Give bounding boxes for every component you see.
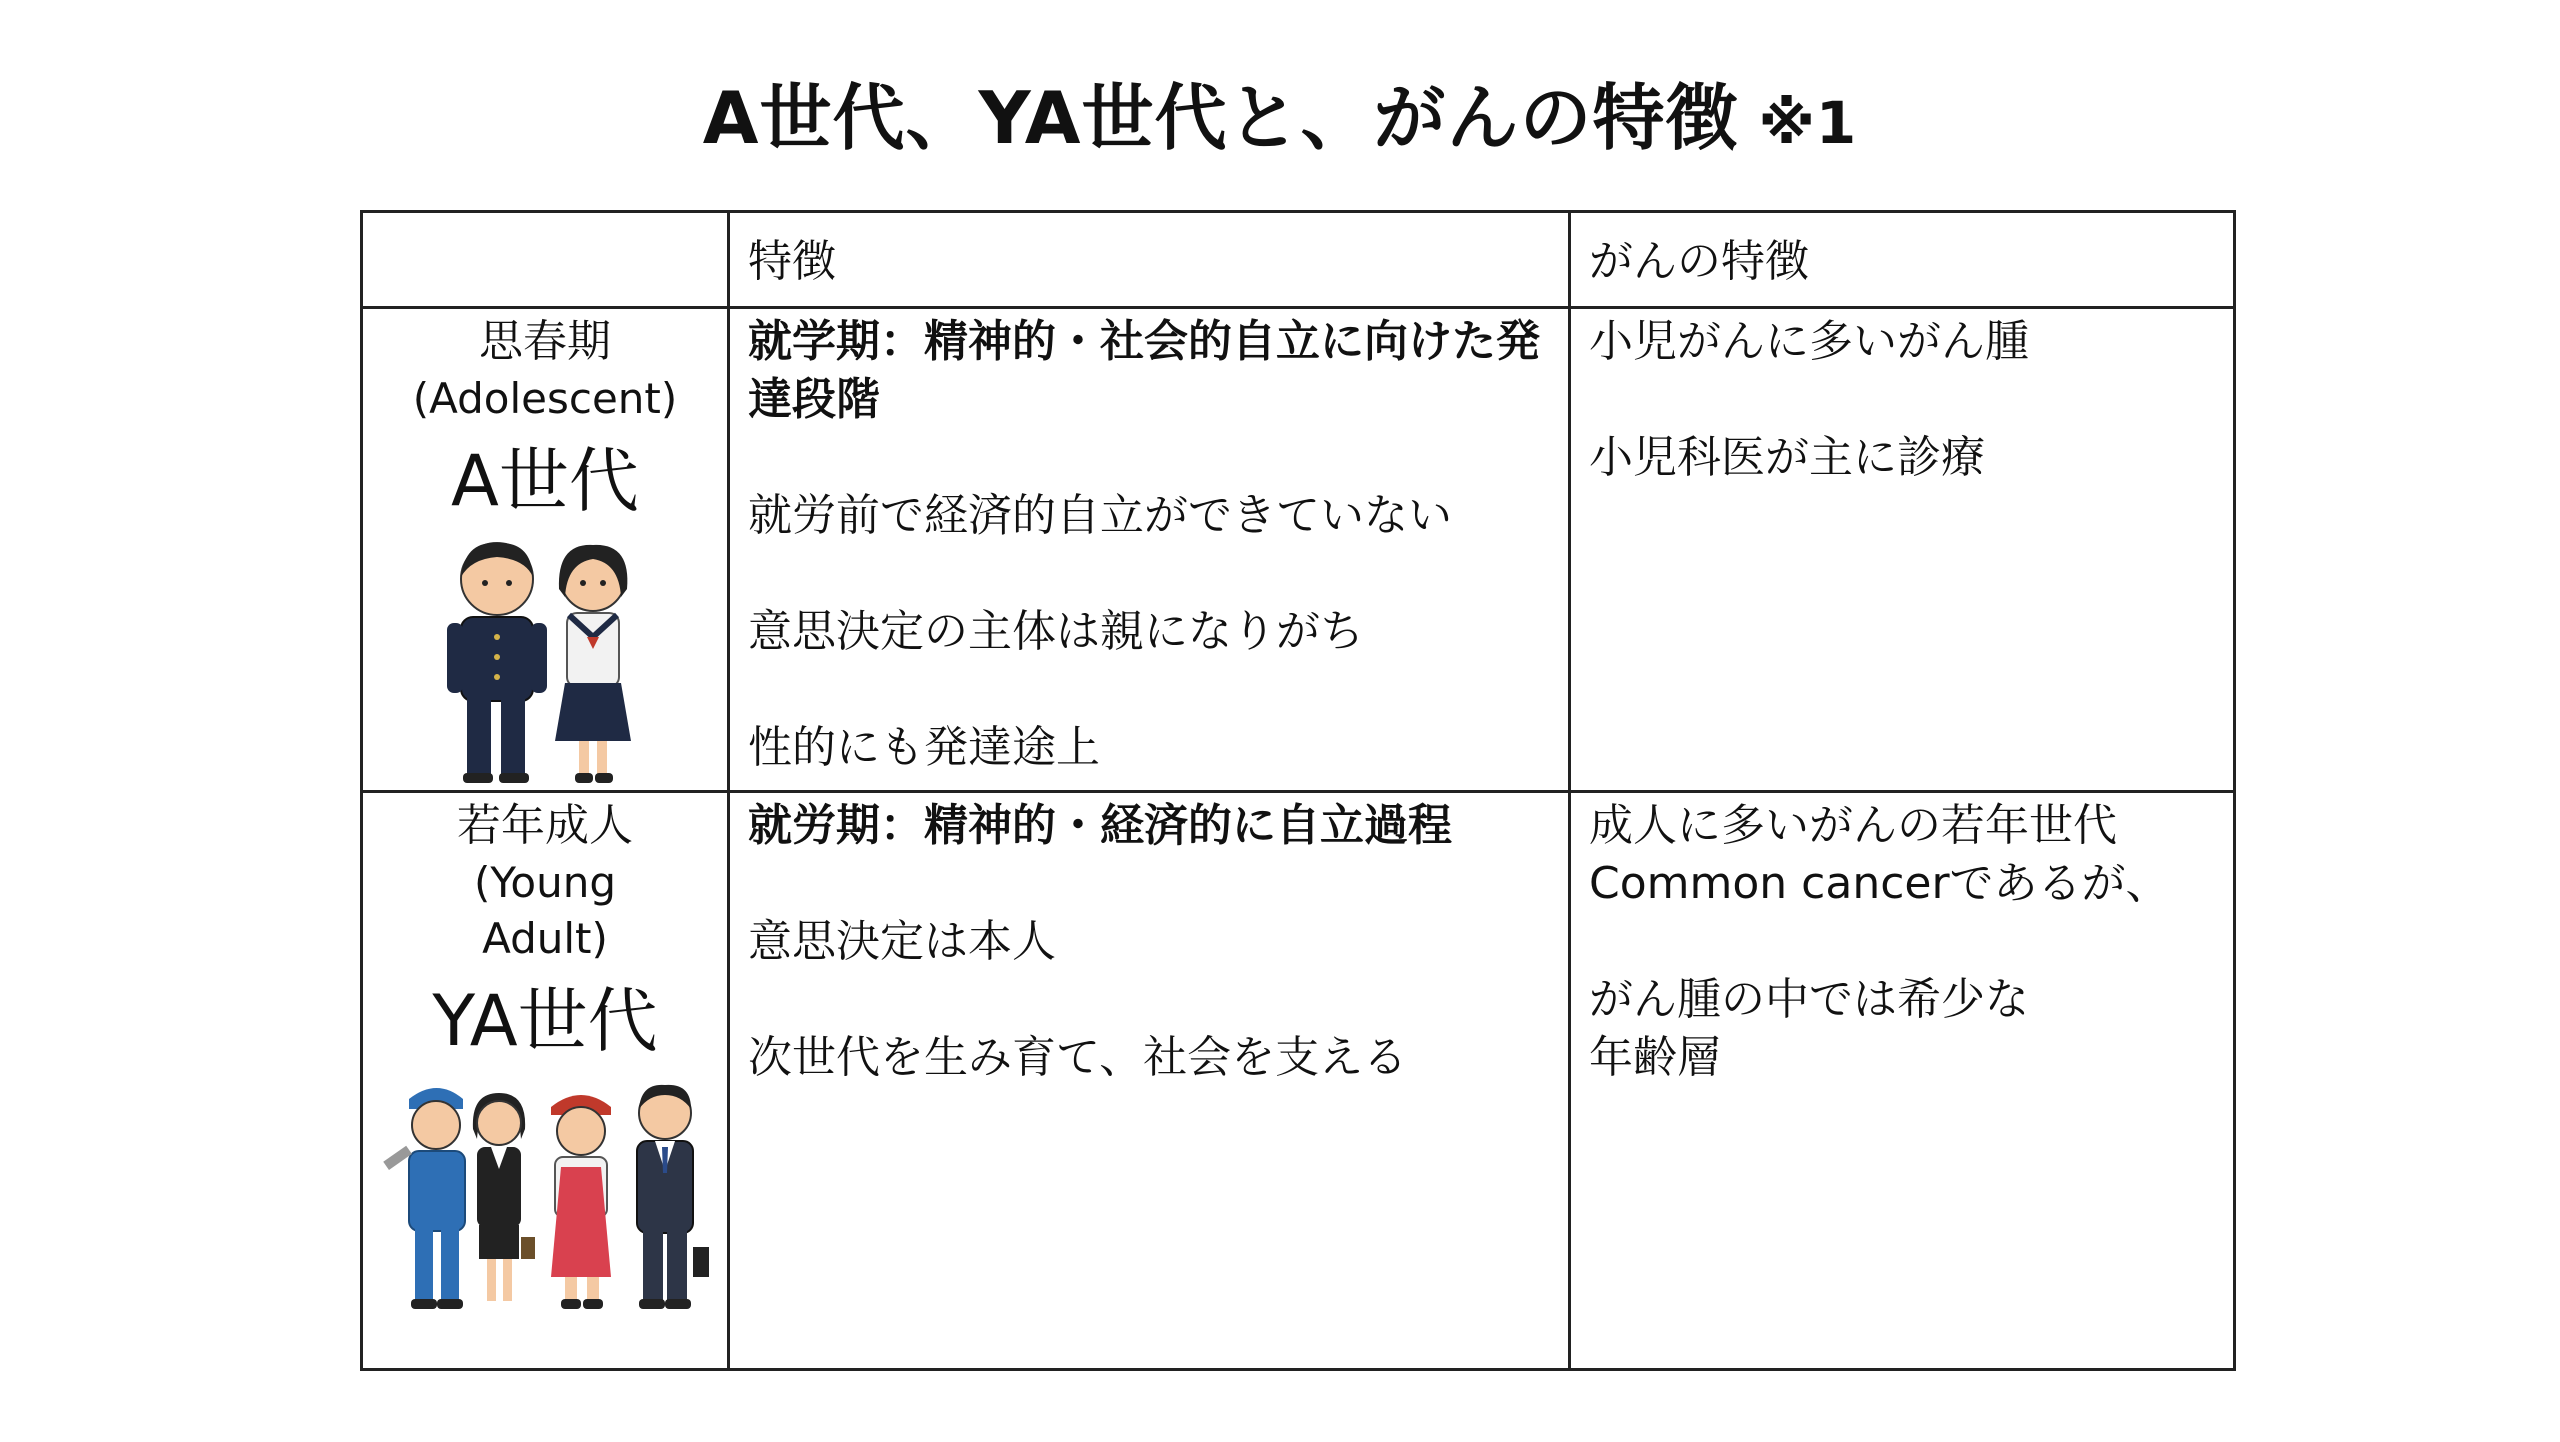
comparison-table [360, 210, 2236, 1371]
ya-cancer-line: 年齢層 [1589, 1032, 1721, 1083]
ya-feature-item: 次世代を生み育て、社会を支える [748, 1032, 1408, 1083]
title-footnote-mark: ※1 [1758, 89, 1858, 157]
worker-businessman-figure [637, 1085, 709, 1309]
table-row-a-generation [362, 308, 2235, 792]
table-header-row [362, 212, 2235, 308]
ya-generation-label: YA世代 [432, 980, 658, 1062]
a-features-cell [729, 308, 1570, 792]
table-row-ya-generation [362, 792, 2235, 1370]
ya-cancer-line: がん腫の中では希少な [1589, 974, 2029, 1025]
ya-en-label-2: Adult) [482, 914, 608, 963]
ya-cancer-line: Common cancerであるが、 [1589, 858, 2170, 909]
ya-generation-cell [362, 792, 729, 1370]
worker-shop-woman-figure [551, 1095, 611, 1309]
header-cell-empty [362, 212, 729, 308]
worker-office-woman-figure [473, 1093, 535, 1301]
worker-mechanic-figure [383, 1088, 465, 1309]
ya-cancer-cell [1570, 792, 2235, 1370]
a-cancer-item: 小児がんに多いがん腫 [1589, 316, 2029, 367]
a-generation-label: A世代 [451, 440, 639, 522]
ya-feature-item: 意思決定は本人 [748, 916, 1056, 967]
header-cell-features [729, 212, 1570, 308]
ya-stage-text: 就労期：精神的・経済的に自立過程 [748, 800, 1452, 851]
ya-jp-label: 若年成人 [457, 800, 633, 851]
a-feature-item: 就労前で経済的自立ができていない [748, 490, 1452, 541]
a-cancer-cell [1570, 308, 2235, 792]
ya-en-label-1: (Young [473, 858, 617, 907]
student-boy-figure [447, 543, 547, 783]
header-cancer-label: がんの特徴 [1589, 236, 1809, 287]
header-cell-cancer [1570, 212, 2235, 308]
a-stage-text: 就学期：精神的・社会的自立に向けた発達段階 [748, 316, 1540, 425]
students-icon [435, 537, 655, 787]
title-text: A世代、YA世代と、がんの特徴 [702, 76, 1739, 160]
workers-icon [375, 1077, 715, 1317]
a-feature-item: 性的にも発達途上 [748, 722, 1100, 773]
ya-features-cell [729, 792, 1570, 1370]
a-feature-item: 意思決定の主体は親になりがち [748, 606, 1364, 657]
a-jp-label: 思春期 [479, 316, 611, 367]
a-generation-cell [362, 308, 729, 792]
student-girl-figure [555, 545, 631, 783]
ya-cancer-line: 成人に多いがんの若年世代 [1589, 800, 2117, 851]
slide-title [0, 60, 2560, 164]
a-cancer-item: 小児科医が主に診療 [1589, 432, 1985, 483]
header-features-label: 特徴 [748, 236, 836, 287]
a-en-label: (Adolescent) [412, 374, 678, 423]
